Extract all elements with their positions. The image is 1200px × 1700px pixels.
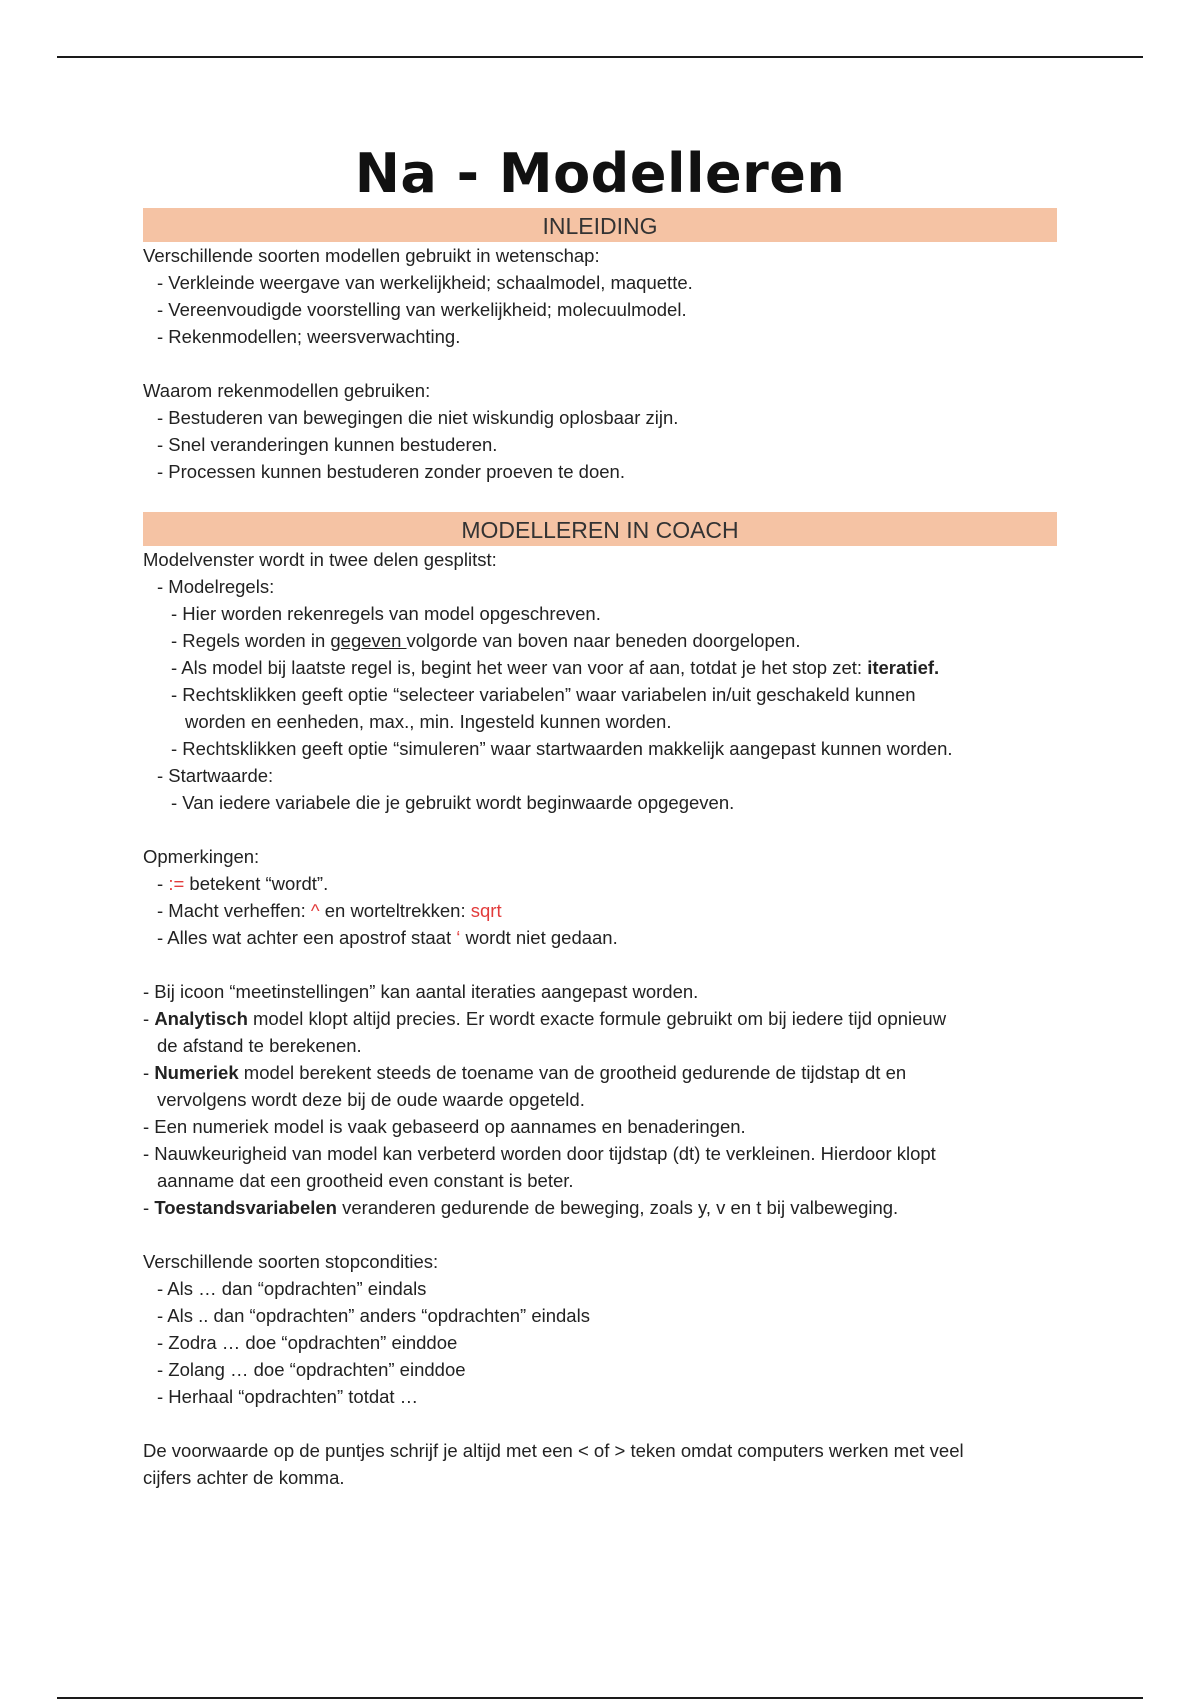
paragraph: Verschillende soorten stopcondities: bbox=[143, 1251, 439, 1272]
section-inleiding bbox=[143, 242, 1057, 512]
list-item: - Rechtsklikken geeft optie “simuleren” waar startwaarden makkelijk aangepast kunnen worden. bbox=[171, 738, 953, 759]
list-item: - Alles wat achter een apostrof staat ‘ wordt niet gedaan. bbox=[157, 927, 618, 948]
section-heading-inleiding: INLEIDING bbox=[143, 208, 1057, 242]
list-item: - Herhaal “opdrachten” totdat … bbox=[157, 1386, 419, 1407]
section-heading-coach: MODELLEREN IN COACH bbox=[143, 512, 1057, 546]
list-item: - Macht verheffen: ^ en worteltrekken: sqrt bbox=[157, 900, 502, 921]
document-body bbox=[143, 140, 1057, 1491]
list-item: - Als model bij laatste regel is, begint het weer van voor af aan, totdat je het stop zet: iteratief. bbox=[171, 657, 940, 678]
page-title: Na - Modelleren bbox=[354, 142, 846, 205]
list-item: - Snel veranderingen kunnen bestuderen. bbox=[157, 434, 498, 455]
list-item: - Als … dan “opdrachten” eindals bbox=[157, 1278, 427, 1299]
list-item: - Processen kunnen bestuderen zonder proeven te doen. bbox=[157, 461, 625, 482]
list-item: - Rechtsklikken geeft optie “selecteer variabelen” waar variabelen in/uit geschakeld kunnen bbox=[171, 684, 916, 705]
list-item: - Analytisch model klopt altijd precies. Er wordt exacte formule gebruikt om bij iedere tijd opnieuw bbox=[143, 1008, 947, 1029]
paragraph: Modelvenster wordt in twee delen gesplitst: bbox=[143, 549, 497, 570]
list-item-continuation: de afstand te berekenen. bbox=[157, 1035, 362, 1056]
list-item: - Rekenmodellen; weersverwachting. bbox=[157, 326, 461, 347]
bottom-rule bbox=[57, 1697, 1143, 1699]
list-item: - Regels worden in gegeven volgorde van boven naar beneden doorgelopen. bbox=[171, 630, 801, 651]
list-item: - := betekent “wordt”. bbox=[157, 873, 329, 894]
list-item: - Startwaarde: bbox=[157, 765, 274, 786]
section-coach bbox=[143, 546, 1057, 1491]
list-item: - Verkleinde weergave van werkelijkheid; schaalmodel, maquette. bbox=[157, 272, 693, 293]
list-item-continuation: aanname dat een grootheid even constant is beter. bbox=[157, 1170, 574, 1191]
paragraph: De voorwaarde op de puntjes schrijf je altijd met een < of > teken omdat computers werken met veel bbox=[143, 1440, 964, 1461]
list-item: - Als .. dan “opdrachten” anders “opdrachten” eindals bbox=[157, 1305, 590, 1326]
list-item: - Hier worden rekenregels van model opgeschreven. bbox=[171, 603, 601, 624]
list-item: - Numeriek model berekent steeds de toename van de grootheid gedurende de tijdstap dt en bbox=[143, 1062, 907, 1083]
list-item-continuation: vervolgens wordt deze bij de oude waarde opgeteld. bbox=[157, 1089, 585, 1110]
paragraph-continuation: cijfers achter de komma. bbox=[143, 1467, 345, 1488]
paragraph: Opmerkingen: bbox=[143, 846, 260, 867]
top-rule bbox=[57, 56, 1143, 58]
list-item: - Vereenvoudigde voorstelling van werkelijkheid; molecuulmodel. bbox=[157, 299, 687, 320]
list-item: - Modelregels: bbox=[157, 576, 275, 597]
list-item: - Bestuderen van bewegingen die niet wiskundig oplosbaar zijn. bbox=[157, 407, 679, 428]
list-item: - Toestandsvariabelen veranderen gedurende de beweging, zoals y, v en t bij valbeweging. bbox=[143, 1197, 899, 1218]
list-item: - Bij icoon “meetinstellingen” kan aantal iteraties aangepast worden. bbox=[143, 981, 699, 1002]
paragraph: Verschillende soorten modellen gebruikt in wetenschap: bbox=[143, 245, 600, 266]
paragraph: Waarom rekenmodellen gebruiken: bbox=[143, 380, 431, 401]
list-item: - Zolang … doe “opdrachten” einddoe bbox=[157, 1359, 466, 1380]
list-item-continuation: worden en eenheden, max., min. Ingesteld kunnen worden. bbox=[185, 711, 672, 732]
list-item: - Zodra … doe “opdrachten” einddoe bbox=[157, 1332, 458, 1353]
list-item: - Nauwkeurigheid van model kan verbeterd worden door tijdstap (dt) te verkleinen. Hierdoor klopt bbox=[143, 1143, 936, 1164]
list-item: - Een numeriek model is vaak gebaseerd op aannames en benaderingen. bbox=[143, 1116, 746, 1137]
list-item: - Van iedere variabele die je gebruikt wordt beginwaarde opgegeven. bbox=[171, 792, 735, 813]
